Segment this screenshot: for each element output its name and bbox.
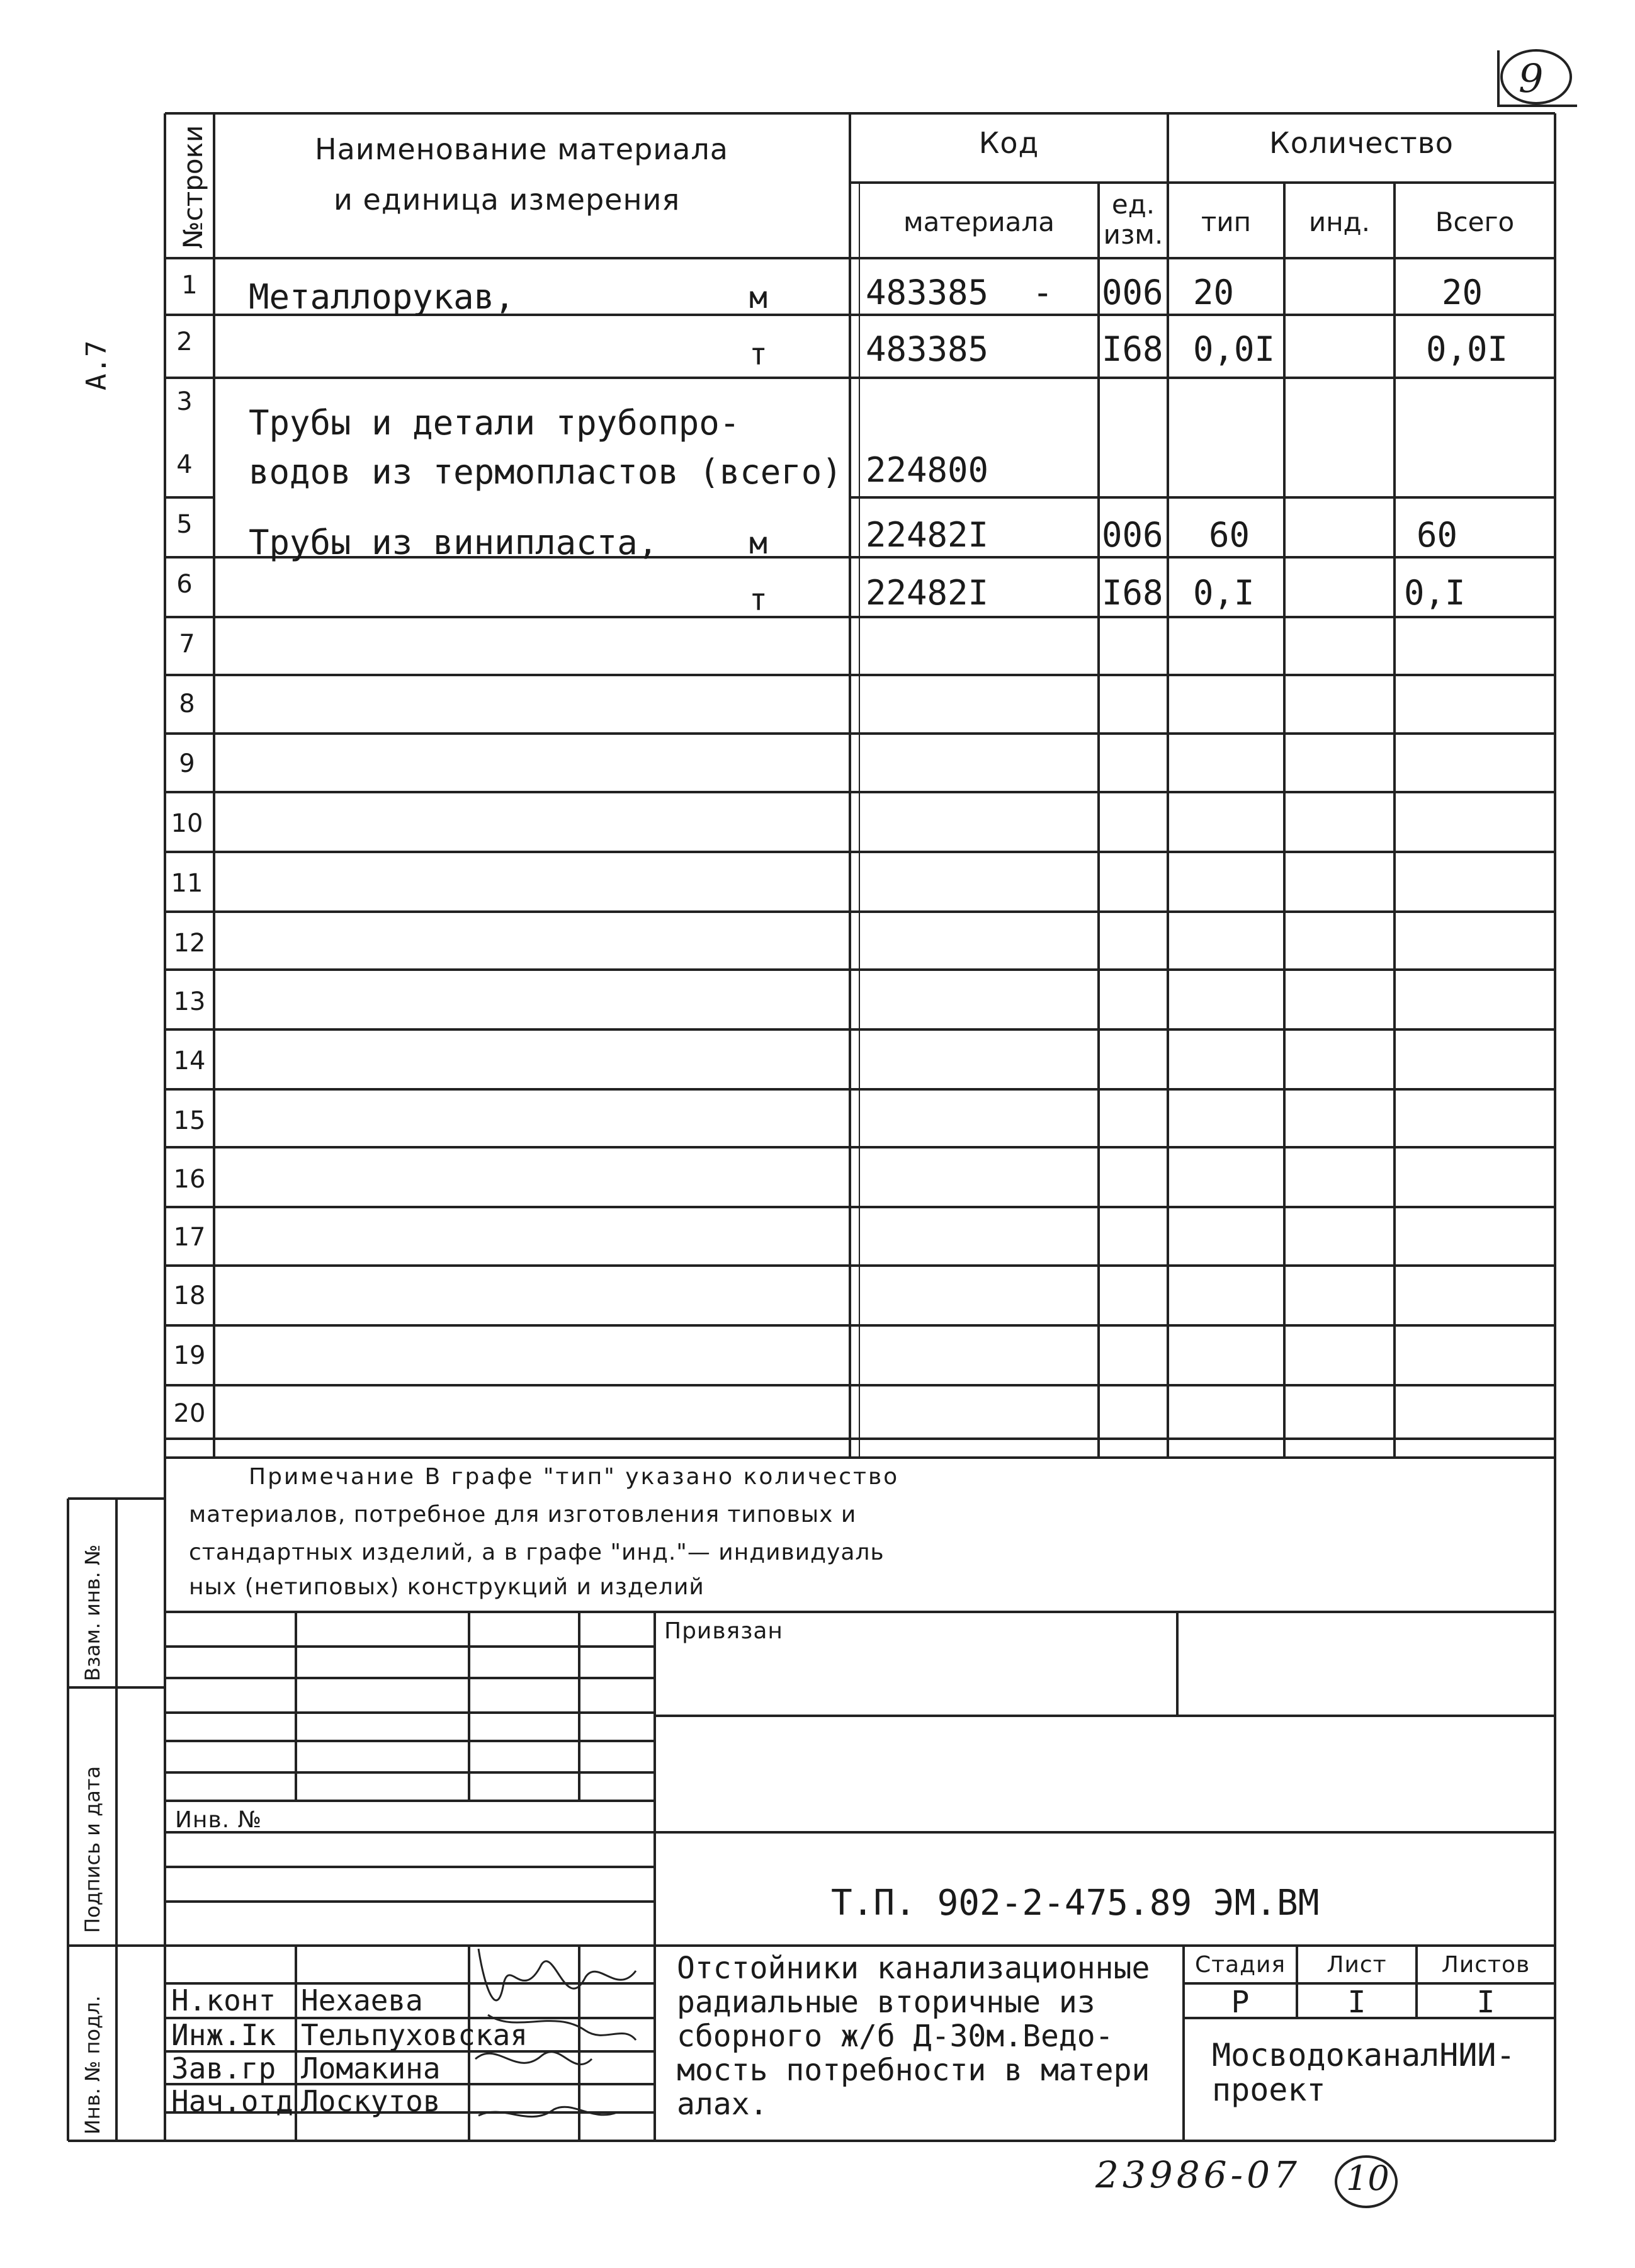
- sheet-label: Лист: [1327, 1952, 1387, 1978]
- signer-name: Ломакина: [301, 2051, 441, 2085]
- qty-type: 0,0I: [1193, 329, 1276, 369]
- header-qty-ind: инд.: [1308, 207, 1371, 237]
- row-number: 13: [173, 987, 206, 1016]
- margin-vzam-inv: Взам. инв. №: [81, 1544, 105, 1681]
- header-unit-line1: ед.: [1111, 189, 1155, 220]
- row-number: 14: [173, 1046, 206, 1075]
- row-number: 19: [173, 1341, 206, 1370]
- material-name: Металлорукав,: [249, 277, 515, 317]
- header-name-line2: и единица измерения: [334, 183, 681, 217]
- material-name: Трубы и детали трубопро-: [249, 403, 740, 443]
- stage-label: Стадия: [1194, 1952, 1286, 1978]
- title-line1: Отстойники канализационные: [677, 1951, 1150, 1986]
- material-unit: м: [749, 526, 767, 561]
- organization-line2: проект: [1212, 2072, 1326, 2108]
- sheets-value: I: [1476, 1985, 1495, 2020]
- material-code: 224800: [866, 450, 989, 490]
- material-code: 483385: [866, 329, 989, 369]
- row-number: 1: [181, 271, 198, 300]
- header-qty-total: Всего: [1435, 207, 1515, 237]
- signer-name: Лоскутов: [301, 2084, 441, 2118]
- row-number: 8: [179, 689, 195, 718]
- row-number: 6: [176, 570, 193, 599]
- row-number: 18: [173, 1281, 206, 1310]
- archive-number: 23986-07: [1095, 2153, 1301, 2196]
- row-number: 5: [176, 510, 193, 539]
- margin-inv-podl: Инв. № подл.: [81, 1995, 105, 2135]
- row-number: 2: [176, 327, 193, 356]
- title-line3: сборного ж/б Д-30м.Ведо-: [677, 2019, 1114, 2054]
- material-name: водов из термопластов (всего): [249, 452, 842, 492]
- material-unit: т: [749, 582, 767, 618]
- material-code-dash: -: [1032, 273, 1053, 312]
- header-name-line1: Наименование материала: [315, 132, 728, 166]
- signer-role: Инж.Iк: [171, 2018, 276, 2052]
- unit-code: 006: [1102, 273, 1163, 312]
- material-code: 22482I: [866, 573, 989, 613]
- header-unit-line2: изм.: [1103, 219, 1163, 250]
- row-number: 9: [179, 749, 195, 778]
- margin-podpis-data: Подпись и дата: [81, 1766, 105, 1933]
- sheets-label: Листов: [1441, 1952, 1530, 1978]
- qty-type: 60: [1209, 515, 1250, 555]
- qty-total: 0,0I: [1426, 329, 1508, 369]
- row-number: 17: [173, 1223, 206, 1252]
- title-line4: мость потребности в матери: [677, 2053, 1150, 2088]
- row-number: 11: [171, 869, 203, 898]
- qty-total: 0,I: [1404, 573, 1466, 613]
- qty-total: 20: [1442, 273, 1483, 312]
- material-code: 22482I: [866, 515, 989, 555]
- row-number: 10: [171, 809, 203, 838]
- organization-line1: МосводоканалНИИ-: [1212, 2037, 1515, 2073]
- sheet-value: I: [1347, 1985, 1366, 2020]
- unit-code: I68: [1102, 573, 1163, 613]
- title-line2: радиальные вторичные из: [677, 1985, 1095, 2020]
- row-number: 20: [173, 1399, 206, 1428]
- title-line5: алах.: [677, 2087, 768, 2122]
- header-code-material: материала: [903, 207, 1055, 237]
- side-mark: А.7: [81, 340, 113, 390]
- qty-type: 20: [1193, 273, 1235, 312]
- note-line1: Примечание В графе "тип" указано количество: [249, 1464, 900, 1490]
- signer-name: Тельпуховская: [301, 2018, 528, 2052]
- qty-total: 60: [1417, 515, 1458, 555]
- document-code: Т.П. 902-2-475.89 ЭМ.ВМ: [831, 1883, 1320, 1924]
- row-number: 7: [179, 630, 195, 659]
- stage-value: Р: [1231, 1985, 1250, 2020]
- material-code: 483385: [866, 273, 989, 312]
- signer-role: Зав.гр: [171, 2051, 276, 2085]
- signer-role: Н.конт: [171, 1983, 276, 2017]
- row-number: 4: [176, 450, 193, 479]
- row-number: 3: [176, 387, 193, 416]
- header-quantity: Количество: [1269, 126, 1454, 160]
- header-row-number: №строки: [178, 125, 208, 249]
- signer-name: Нехаева: [301, 1983, 423, 2017]
- header-code: Код: [978, 126, 1039, 160]
- material-name: Трубы из винипласта,: [249, 523, 659, 562]
- note-line2: материалов, потребное для изготовления типовых и: [189, 1502, 857, 1528]
- row-number: 16: [173, 1165, 206, 1194]
- material-unit: т: [749, 337, 767, 372]
- page-number-top: 9: [1519, 55, 1544, 101]
- material-unit: м: [749, 280, 767, 315]
- unit-code: I68: [1102, 329, 1163, 369]
- signer-role: Нач.отд: [171, 2084, 293, 2118]
- privyazan-label: Привязан: [664, 1618, 783, 1644]
- qty-type: 0,I: [1193, 573, 1255, 613]
- inv-no-label: Инв. №: [175, 1807, 263, 1833]
- page-number-bottom: 10: [1346, 2158, 1389, 2198]
- note-line4: ных (нетиповых) конструкций и изделий: [189, 1574, 704, 1600]
- unit-code: 006: [1102, 515, 1163, 555]
- row-number: 12: [173, 929, 206, 958]
- note-line3: стандартных изделий, а в графе "инд."— индивидуаль: [189, 1539, 885, 1565]
- header-qty-type: тип: [1201, 207, 1252, 237]
- row-number: 15: [173, 1106, 206, 1135]
